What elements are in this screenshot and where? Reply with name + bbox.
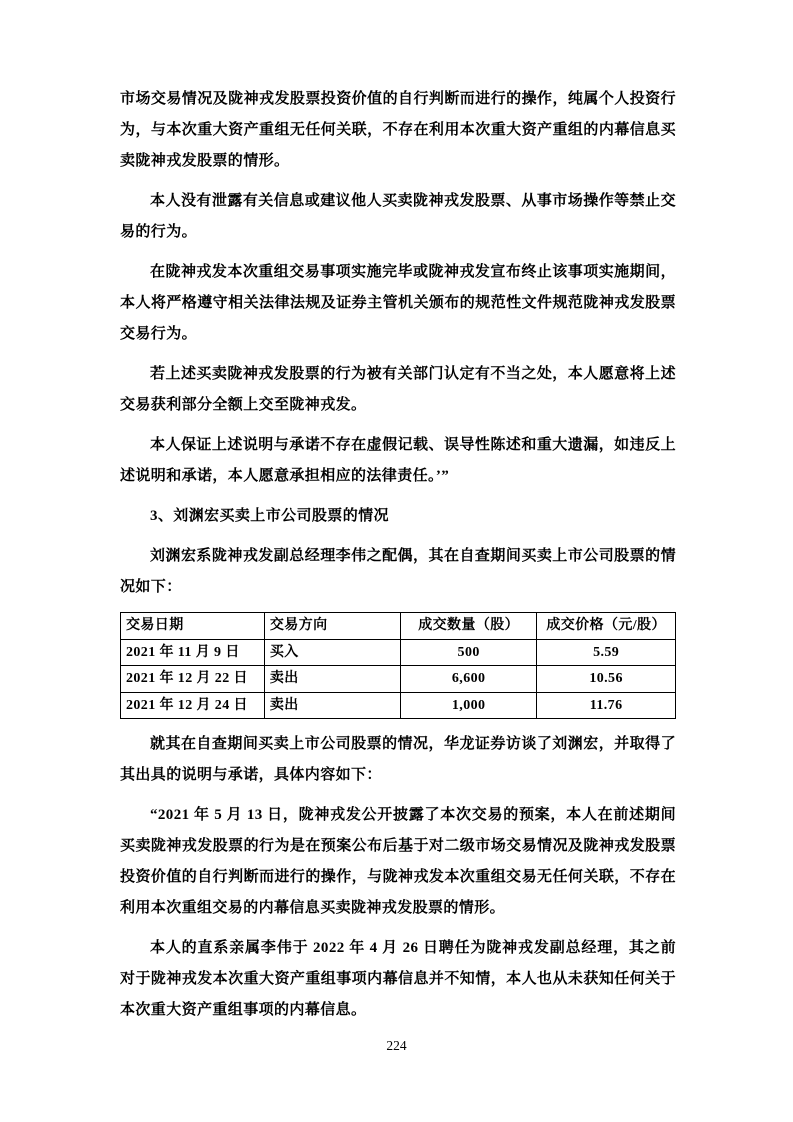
stock-trade-table <box>120 612 676 719</box>
table-row <box>121 666 676 693</box>
page-number: 224 <box>386 1038 407 1053</box>
paragraph: 本人的直系亲属李伟于 2022 年 4 月 26 日聘任为陇神戎发副总经理，其之前对于陇神戎发本次重大资产重组事项内幕信息并不知情，本人也从未获知任何关于本次重大资产重组事项的内幕信息。 <box>120 940 676 1018</box>
header-trade-direction: 交易方向 <box>264 613 400 640</box>
cell-trade-date: 2021 年 12 月 24 日 <box>121 692 265 719</box>
paragraph: 就其在自查期间买卖上市公司股票的情况，华龙证券访谈了刘渊宏，并取得了其出具的说明与承诺，具体内容如下： <box>120 736 676 783</box>
cell-trade-date: 2021 年 12 月 22 日 <box>121 666 265 693</box>
cell-trade-price: 5.59 <box>537 639 676 666</box>
cell-trade-price: 11.76 <box>537 692 676 719</box>
cell-trade-quantity: 500 <box>401 639 537 666</box>
cell-trade-direction: 买入 <box>264 639 400 666</box>
paragraph-continuation: 市场交易情况及陇神戎发股票投资价值的自行判断而进行的操作，纯属个人投资行为，与本次重大资产重组无任何关联，不存在利用本次重大资产重组的内幕信息买卖陇神戎发股票的情形。 <box>120 91 676 169</box>
header-trade-date: 交易日期 <box>121 613 265 640</box>
section-heading: 3、刘渊宏买卖上市公司股票的情况 <box>150 508 389 524</box>
page-content <box>120 84 676 1035</box>
header-trade-quantity: 成交数量（股） <box>401 613 537 640</box>
cell-trade-quantity: 1,000 <box>401 692 537 719</box>
paragraph: 本人保证上述说明与承诺不存在虚假记载、误导性陈述和重大遗漏，如违反上述说明和承诺，本人愿意承担相应的法律责任。’” <box>120 437 676 484</box>
cell-trade-direction: 卖出 <box>264 692 400 719</box>
paragraph: 若上述买卖陇神戎发股票的行为被有关部门认定有不当之处，本人愿意将上述交易获利部分全额上交至陇神戎发。 <box>120 366 676 413</box>
header-trade-price: 成交价格（元/股） <box>537 613 676 640</box>
cell-trade-price: 10.56 <box>537 666 676 693</box>
table-header-row <box>121 613 676 640</box>
paragraph: “2021 年 5 月 13 日，陇神戎发公开披露了本次交易的预案，本人在前述期间买卖陇神戎发股票的行为是在预案公布后基于对二级市场交易情况及陇神戎发股票投资价值的自行判断而进行的操作，与陇神戎发本次重组交易无任何关联，不存在利用本次重组交易的内幕信息买卖陇神戎发股票的情形。 <box>120 807 676 916</box>
table-row <box>121 639 676 666</box>
paragraph: 刘渊宏系陇神戎发副总经理李伟之配偶，其在自查期间买卖上市公司股票的情况如下： <box>120 548 676 595</box>
paragraph: 在陇神戎发本次重组交易事项实施完毕或陇神戎发宣布终止该事项实施期间，本人将严格遵守相关法律法规及证券主管机关颁布的规范性文件规范陇神戎发股票交易行为。 <box>120 264 676 342</box>
table-row <box>121 692 676 719</box>
cell-trade-direction: 卖出 <box>264 666 400 693</box>
cell-trade-quantity: 6,600 <box>401 666 537 693</box>
cell-trade-date: 2021 年 11 月 9 日 <box>121 639 265 666</box>
paragraph: 本人没有泄露有关信息或建议他人买卖陇神戎发股票、从事市场操作等禁止交易的行为。 <box>120 193 676 240</box>
